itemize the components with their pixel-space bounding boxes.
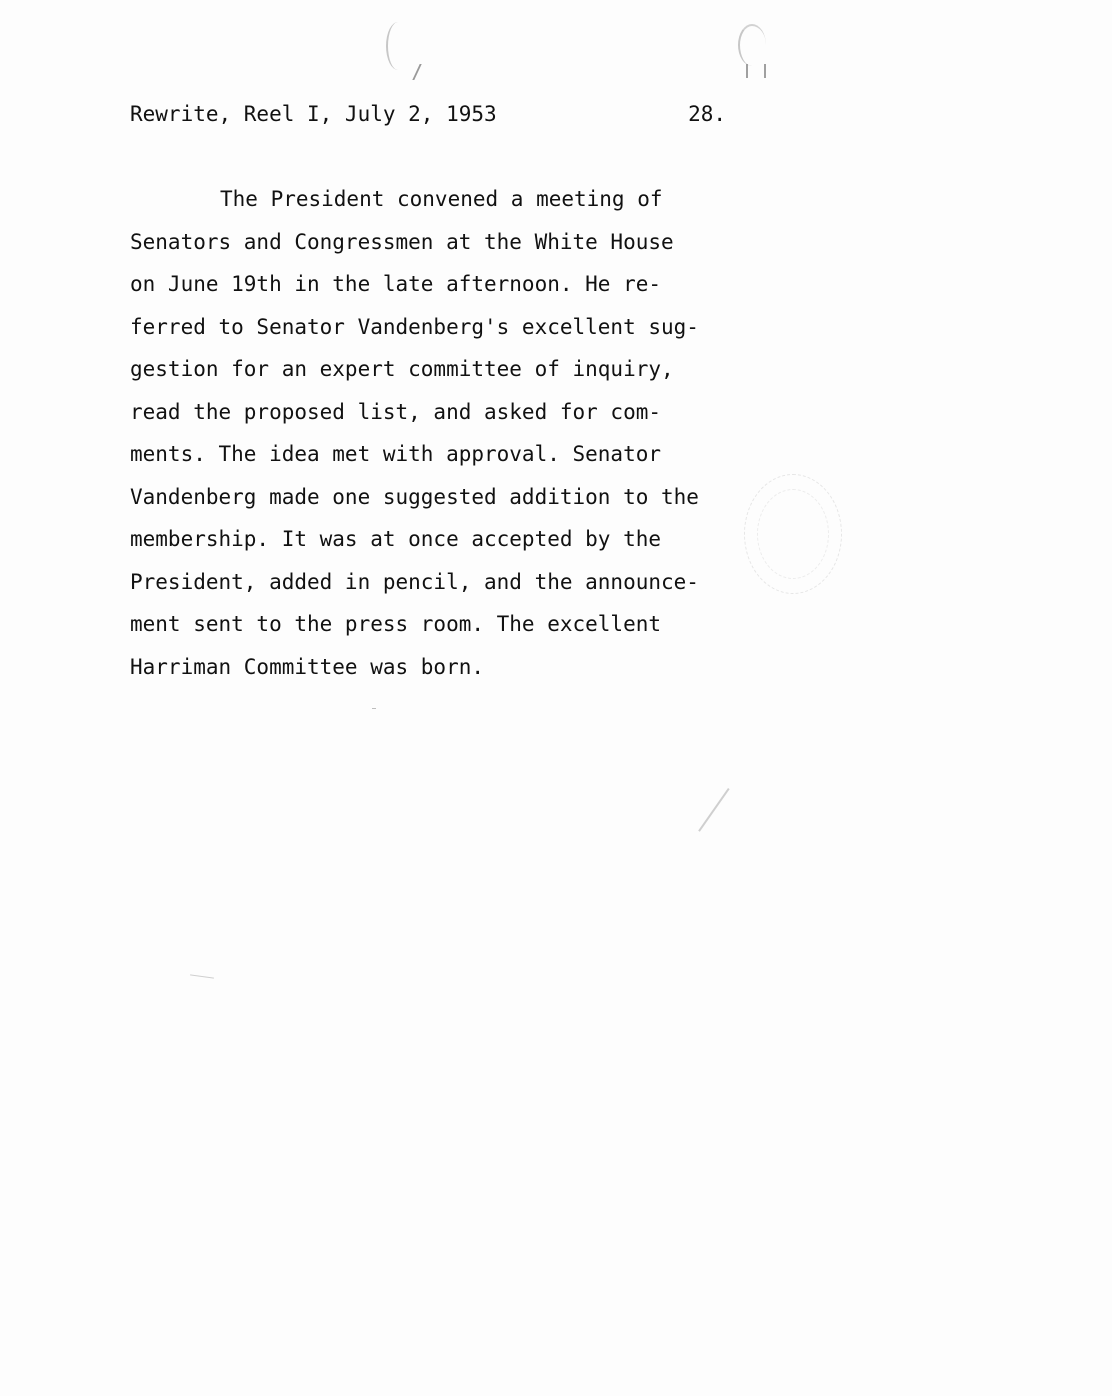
pencil-mark <box>386 22 410 70</box>
paper-scratch <box>698 788 729 832</box>
text-line: ferred to Senator Vandenberg's excellent sug- <box>130 314 699 339</box>
text-line: ments. The idea met with approval. Senator <box>130 442 662 466</box>
pencil-mark <box>746 64 766 78</box>
text-line: on June 19th in the late afternoon. He re- <box>130 272 662 296</box>
faded-stamp-ring <box>757 489 829 579</box>
typed-paragraph <box>130 185 730 695</box>
paper-speck <box>372 708 376 709</box>
faded-stamp <box>744 474 842 594</box>
paper-scratch <box>190 974 214 978</box>
text-line: President, added in pencil, and the announce- <box>130 569 699 594</box>
page-number: 28. <box>688 102 726 126</box>
text-line: gestion for an expert committee of inquiry, <box>130 357 674 381</box>
text-line: membership. It was at once accepted by the <box>130 527 662 551</box>
text-line: read the proposed list, and asked for com- <box>130 399 662 424</box>
text-line: Senators and Congressmen at the White House <box>130 229 674 254</box>
pencil-mark <box>738 24 766 66</box>
header-title: Rewrite, Reel I, July 2, 1953 <box>130 102 497 126</box>
text-line: Harriman Committee was born. <box>130 654 485 679</box>
text-line: ment sent to the press room. The excellent <box>130 612 662 636</box>
text-line: The President convened a meeting of <box>220 187 663 211</box>
text-line: Vandenberg made one suggested addition to the <box>130 484 699 509</box>
